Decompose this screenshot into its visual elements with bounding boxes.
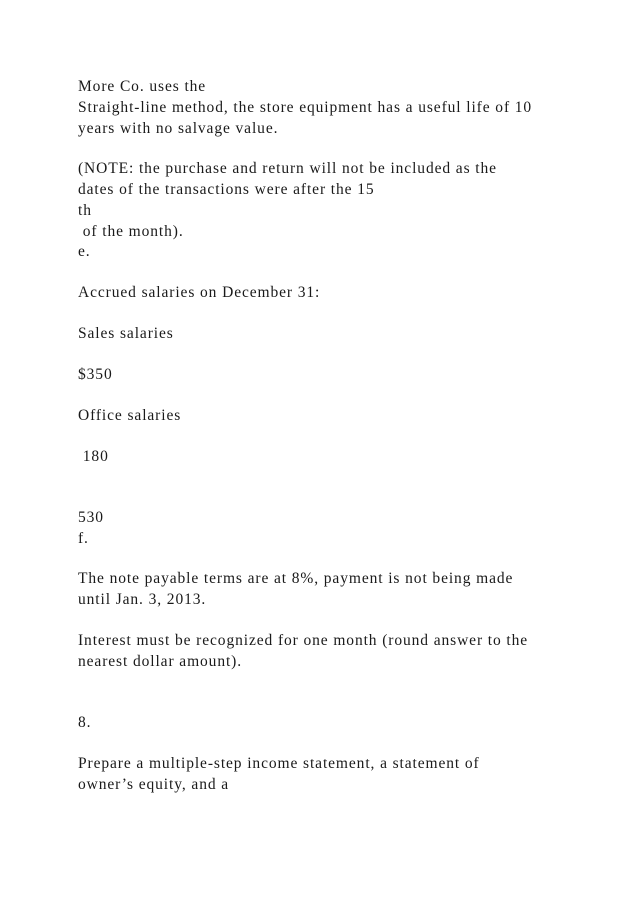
text-line-more-co: More Co. uses the xyxy=(78,78,207,95)
text-line-accrued-salaries: Accrued salaries on December 31: xyxy=(78,284,321,301)
text-line-th: th xyxy=(78,202,92,219)
text-line-prepare: Prepare a multiple-step income statement, a statement of xyxy=(78,755,480,772)
text-line-of-month: of the month). xyxy=(78,223,184,240)
text-line-note-payable: The note payable terms are at 8%, payment is not being made xyxy=(78,570,514,587)
text-line-interest: Interest must be recognized for one month (round answer to the xyxy=(78,632,529,649)
text-line-owners-equity: owner’s equity, and a xyxy=(78,776,230,793)
item-label-f: f. xyxy=(78,530,89,547)
text-line-jan-3: until Jan. 3, 2013. xyxy=(78,591,207,608)
text-line-note: (NOTE: the purchase and return will not be included as the xyxy=(78,160,497,177)
text-line-dates: dates of the transactions were after the 15 xyxy=(78,181,375,198)
text-line-nearest-dollar: nearest dollar amount). xyxy=(78,653,243,670)
value-office-salaries: 180 xyxy=(78,448,109,465)
text-line-salvage-value: years with no salvage value. xyxy=(78,120,279,137)
value-total-salaries: 530 xyxy=(78,509,104,526)
item-label-8: 8. xyxy=(78,714,92,731)
label-office-salaries: Office salaries xyxy=(78,407,182,424)
text-line-straight-line: Straight-line method, the store equipment has a useful life of 10 xyxy=(78,99,533,116)
item-label-e: e. xyxy=(78,243,91,260)
label-sales-salaries: Sales salaries xyxy=(78,325,174,342)
value-sales-salaries: $350 xyxy=(78,366,113,383)
